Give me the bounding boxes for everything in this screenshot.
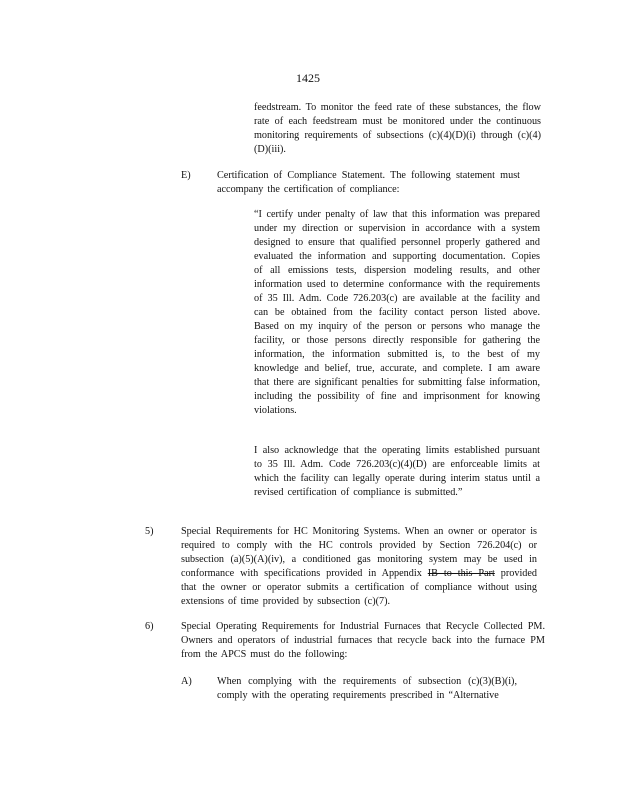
section-6-a-label: A) <box>181 676 192 687</box>
section-6-a-text: When complying with the requirements of subsection (c)(3)(B)(i), comply with the operating requirements prescribed in “Alternative <box>217 676 517 701</box>
section-6-text: Special Operating Requirements for Industrial Furnaces that Recycle Collected PM. Owners and operators of industrial furnaces that recycle back into the furnace PM from the APCS must do the following: <box>181 621 545 660</box>
section-5-text-before: Special Requirements for HC Monitoring Systems. When an owner or operator is required to comply with the HC controls provided by Section 726.204(c) or subsection (a)(5)(A)(iv), a conditioned gas monitoring system may be used in conformance with specifications provided in Appendix <box>181 526 537 579</box>
page-number: 1425 <box>296 71 320 85</box>
section-5-struck-text: IB to this Part <box>427 568 495 579</box>
section-5-text <box>181 525 537 609</box>
section-e-text: Certification of Compliance Statement. The following statement must accompany the certification of compliance: <box>217 170 520 195</box>
section-6-label: 6) <box>145 621 154 632</box>
continuation-paragraph: feedstream. To monitor the feed rate of these substances, the flow rate of each feedstream must be monitored under the continuous monitoring requirements of subsections (c)(4)(D)(i) through (c)(4)(D)(iii). <box>254 102 541 155</box>
section-5-label: 5) <box>145 526 154 537</box>
certification-quote-paragraph-1: “I certify under penalty of law that this information was prepared under my direction or supervision in accordance with a system designed to ensure that qualified personnel properly gathered and evaluated the information and supporting documentation. Copies of all emissions tests, dispersion modeling results, and other information used to determine conformance with the requirements of 35 Ill. Adm. Code 726.203(c) are available at the facility and can be obtained from the facility contact person listed above. Based on my inquiry of the person or persons who manage the facility, or those persons directly responsible for gathering the information, the information submitted is, to the best of my knowledge and belief, true, accurate, and complete. I am aware that there are significant penalties for submitting false information, including the possibility of fine and imprisonment for knowing violations. <box>254 209 540 416</box>
section-5-text-after: provided that the owner or operator submits a certification of compliance without using extensions of time provided by subsection (c)(7). <box>181 568 538 607</box>
certification-quote-paragraph-2: I also acknowledge that the operating limits established pursuant to 35 Ill. Adm. Code 726.203(c)(4)(D) are enforceable limits at which the facility can legally operate during interim status until a revised certification of compliance is submitted.” <box>254 445 540 498</box>
section-e-label: E) <box>181 170 191 181</box>
